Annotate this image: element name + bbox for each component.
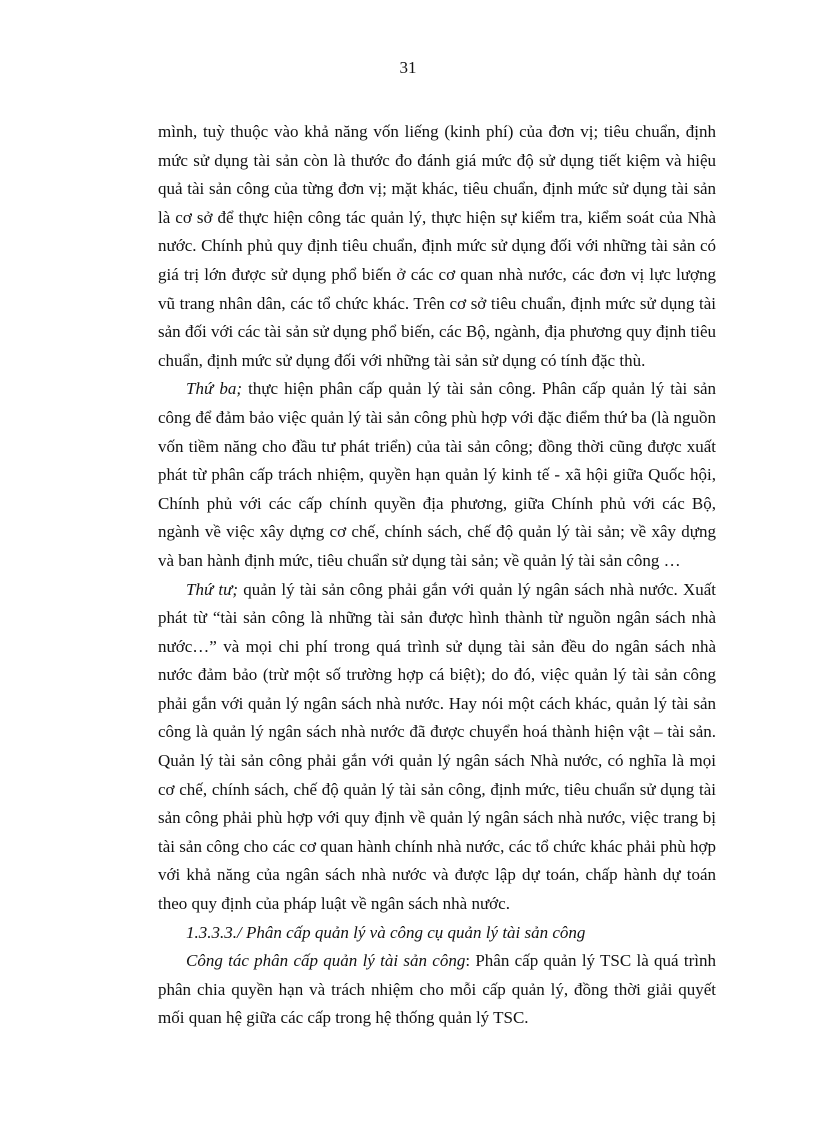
- paragraph-lead-phan-cap: Công tác phân cấp quản lý tài sản công: [186, 951, 466, 971]
- paragraph-thu-ba: [158, 375, 716, 575]
- paragraph-text-phan-cap: : Phân cấp quản lý TSC là quá trình phân chia quyền hạn và trách nhiệm cho mỗi cấp quản lý, đồng thời giải quyết mối quan hệ giữa các cấp trong hệ thống quản lý TSC.: [158, 951, 716, 1028]
- paragraph-lead-thu-ba: Thứ ba;: [186, 379, 242, 399]
- page-number: 31: [399, 58, 417, 77]
- paragraph-phan-cap: [158, 947, 716, 1033]
- document-body: [158, 118, 716, 1033]
- paragraph-text-thu-tu: quản lý tài sản công phải gắn với quản lý ngân sách nhà nước. Xuất phát từ “tài sản công là những tài sản được hình thành từ nguồn ngân sách nhà nước…” và mọi chi phí trong quá trình sử dụng tài sản đều do ngân sách nhà nước đảm bảo (trừ một số trường hợp cá biệt); do đó, việc quản lý tài sản công phải gắn với quản lý ngân sách nhà nước. Hay nói một cách khác, quản lý tài sản công là quản lý ngân sách nhà nước đã được chuyển hoá thành hiện vật – tài sản. Quản lý tài sản công phải gắn với quản lý ngân sách Nhà nước, có nghĩa là mọi cơ chế, chính sách, chế độ quản lý tài sản công, định mức, tiêu chuẩn sử dụng tài sản công phải phù hợp với quy định về quản lý ngân sách nhà nước, việc trang bị tài sản công cho các cơ quan hành chính nhà nước, các tổ chức khác phải phù hợp với khả năng của ngân sách nhà nước và được lập dự toán, chấp hành dự toán theo quy định của pháp luật về ngân sách nhà nước.: [158, 579, 716, 914]
- paragraph-continuation: mình, tuỳ thuộc vào khả năng vốn liếng (kinh phí) của đơn vị; tiêu chuẩn, định mức sử dụng tài sản còn là thước đo đánh giá mức độ sử dụng tiết kiệm và hiệu quả tài sản công của từng đơn vị; mặt khác, tiêu chuẩn, định mức sử dụng tài sản là cơ sở để thực hiện công tác quản lý, thực hiện sự kiểm tra, kiểm soát của Nhà nước. Chính phủ quy định tiêu chuẩn, định mức sử dụng đối với những tài sản có giá trị lớn được sử dụng phổ biến ở các cơ quan nhà nước, các đơn vị lực lượng vũ trang nhân dân, các tổ chức khác. Trên cơ sở tiêu chuẩn, định mức sử dụng tài sản đối với các tài sản sử dụng phổ biến, các Bộ, ngành, địa phương quy định tiêu chuẩn, định mức sử dụng đối với những tài sản sử dụng có tính đặc thù.: [158, 122, 716, 370]
- paragraph-text-thu-ba: thực hiện phân cấp quản lý tài sản công. Phân cấp quản lý tài sản công để đảm bảo việc quản lý tài sản công phù hợp với đặc điểm thứ ba (là nguồn vốn tiềm năng cho đầu tư phát triển) của tài sản công; đồng thời cũng được xuất phát từ phân cấp trách nhiệm, quyền hạn quản lý kinh tế - xã hội giữa Quốc hội, Chính phủ với các cấp chính quyền địa phương, giữa Chính phủ với các Bộ, ngành về việc xây dựng cơ chế, chính sách, chế độ quản lý tài sản; về xây dựng và ban hành định mức, tiêu chuẩn sử dụng tài sản; về quản lý tài sản công …: [158, 379, 716, 570]
- paragraph-lead-thu-tu: Thứ tư;: [186, 579, 239, 599]
- paragraph-thu-tu: [158, 576, 716, 919]
- section-heading: 1.3.3.3./ Phân cấp quản lý và công cụ quản lý tài sản công: [186, 922, 586, 942]
